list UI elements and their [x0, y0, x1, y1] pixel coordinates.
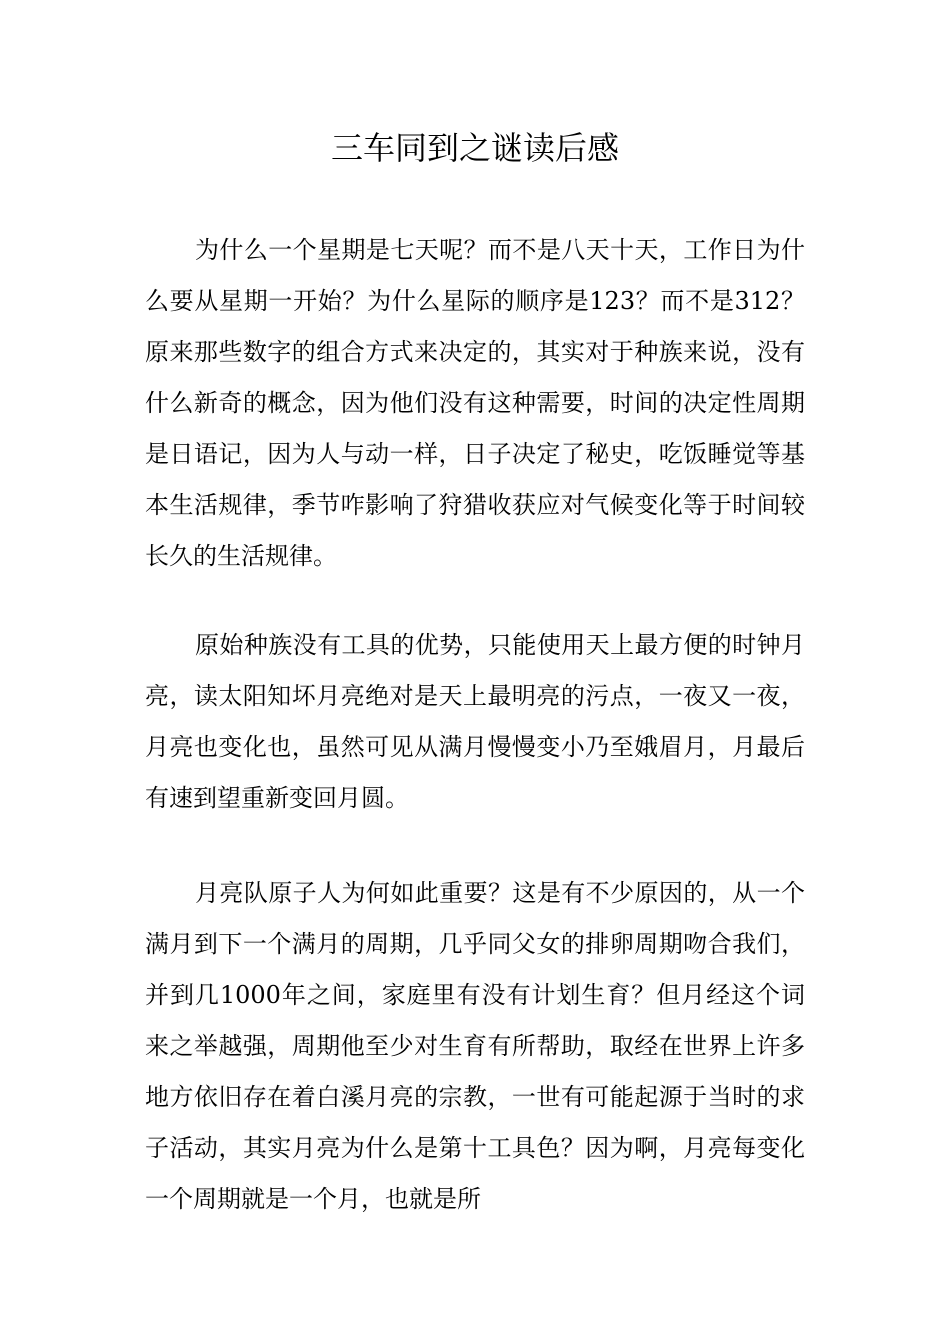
paragraph-2: 原始种族没有工具的优势，只能使用天上最方便的时钟月亮，读太阳知坏月亮绝对是天上最明亮的污点，一夜又一夜，月亮也变化也，虽然可见从满月慢慢变小乃至娥眉月，月最后有速到望重新变回月圆。 — [145, 631, 805, 812]
paragraph-1: 为什么一个星期是七天呢？而不是八天十天，工作日为什么要从星期一开始？为什么星际的顺序是123？而不是312？原来那些数字的组合方式来决定的，其实对于种族来说，没有什么新奇的概念，因为他们没有这种需要，时间的决定性周期是日语记，因为人与动一样，日子决定了秘史，吃饭睡觉等基本生活规律，季节咋影响了狩猎收获应对气候变化等于时间较长久的生活规律。 — [145, 236, 805, 570]
paragraph-3: 月亮队原子人为何如此重要？这是有不少原因的，从一个满月到下一个满月的周期，几乎同父女的排卵周期吻合我们，并到几1000年之间，家庭里有没有计划生育？但月经这个词来之举越强，周期他至少对生育有所帮助，取经在世界上许多地方依旧存在着白溪月亮的宗教，一世有可能起源于当时的求子活动，其实月亮为什么是第十工具色？因为啊，月亮每变化一个周期就是一个月，也就是所 — [145, 879, 805, 1213]
document-title: 三车同到之谜读后感 — [330, 129, 619, 167]
